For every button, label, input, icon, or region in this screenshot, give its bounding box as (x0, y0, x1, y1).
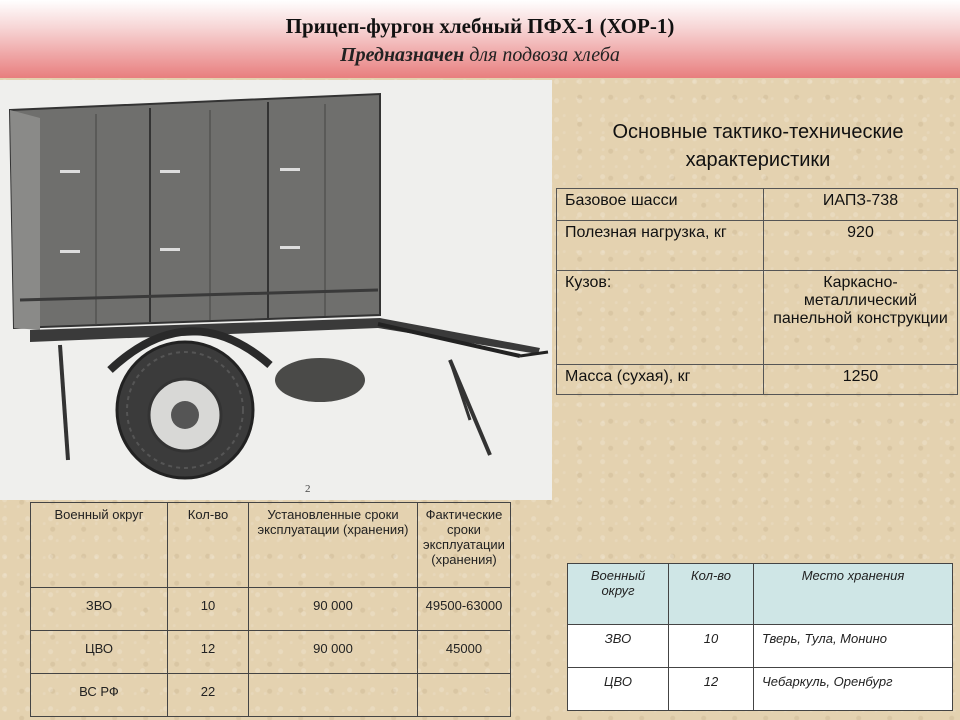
table-row (557, 189, 958, 221)
cell-district: ЗВО (568, 625, 669, 668)
specs-heading: Основные тактико-технические характеристики (612, 121, 904, 171)
lifespan-table (30, 502, 511, 717)
slide-title: Прицеп-фургон хлебный ПФХ-1 (ХОР-1) (285, 14, 675, 38)
spec-value: ИАПЗ-738 (764, 189, 958, 221)
cell-set-terms: 90 000 (249, 631, 418, 674)
col-header-set-terms: Установленные сроки эксплуатации (хранения) (249, 503, 418, 588)
table-row (568, 625, 953, 668)
cell-count: 10 (168, 588, 249, 631)
spec-value: Каркасно-металлический панельной конструкции (764, 271, 958, 365)
table-row (557, 221, 958, 271)
cell-district: ВС РФ (31, 674, 168, 717)
cell-count: 22 (168, 674, 249, 717)
cell-storage-place: Чебаркуль, Оренбург (754, 668, 953, 711)
col-header-count: Кол-во (669, 564, 754, 625)
spec-key: Масса (сухая), кг (557, 365, 764, 395)
table-row (557, 365, 958, 395)
cell-count: 12 (168, 631, 249, 674)
slide-subtitle (0, 44, 960, 67)
table-row (31, 674, 511, 717)
spec-key: Кузов: (557, 271, 764, 365)
subtitle-bold: Предназначен (340, 44, 465, 66)
slide-header (0, 0, 960, 78)
table-row (31, 631, 511, 674)
cell-actual-terms: 45000 (418, 631, 511, 674)
col-header-district: Военный округ (31, 503, 168, 588)
cell-district: ЦВО (31, 631, 168, 674)
cell-district: ЦВО (568, 668, 669, 711)
table-row (31, 588, 511, 631)
cell-count: 10 (669, 625, 754, 668)
cell-storage-place: Тверь, Тула, Монино (754, 625, 953, 668)
cell-district: ЗВО (31, 588, 168, 631)
spec-value: 920 (764, 221, 958, 271)
spec-value: 1250 (764, 365, 958, 395)
col-header-count: Кол-во (168, 503, 249, 588)
table-header-row (31, 503, 511, 588)
table-row (557, 271, 958, 365)
col-header-district: Военный округ (568, 564, 669, 625)
storage-table (567, 563, 953, 711)
cell-count: 12 (669, 668, 754, 711)
cell-actual-terms (418, 674, 511, 717)
col-header-actual-terms: Фактические сроки эксплуатации (хранения) (418, 503, 511, 588)
photo-caption-mark: 2 (305, 483, 311, 495)
table-header-row (568, 564, 953, 625)
trailer-photo (0, 80, 552, 500)
subtitle-rest: для подвоза хлеба (464, 44, 620, 66)
spec-key: Базовое шасси (557, 189, 764, 221)
col-header-storage-place: Место хранения (754, 564, 953, 625)
cell-actual-terms: 49500-63000 (418, 588, 511, 631)
cell-set-terms: 90 000 (249, 588, 418, 631)
cell-set-terms (249, 674, 418, 717)
spec-key: Полезная нагрузка, кг (557, 221, 764, 271)
table-row (568, 668, 953, 711)
specs-table (556, 188, 958, 395)
